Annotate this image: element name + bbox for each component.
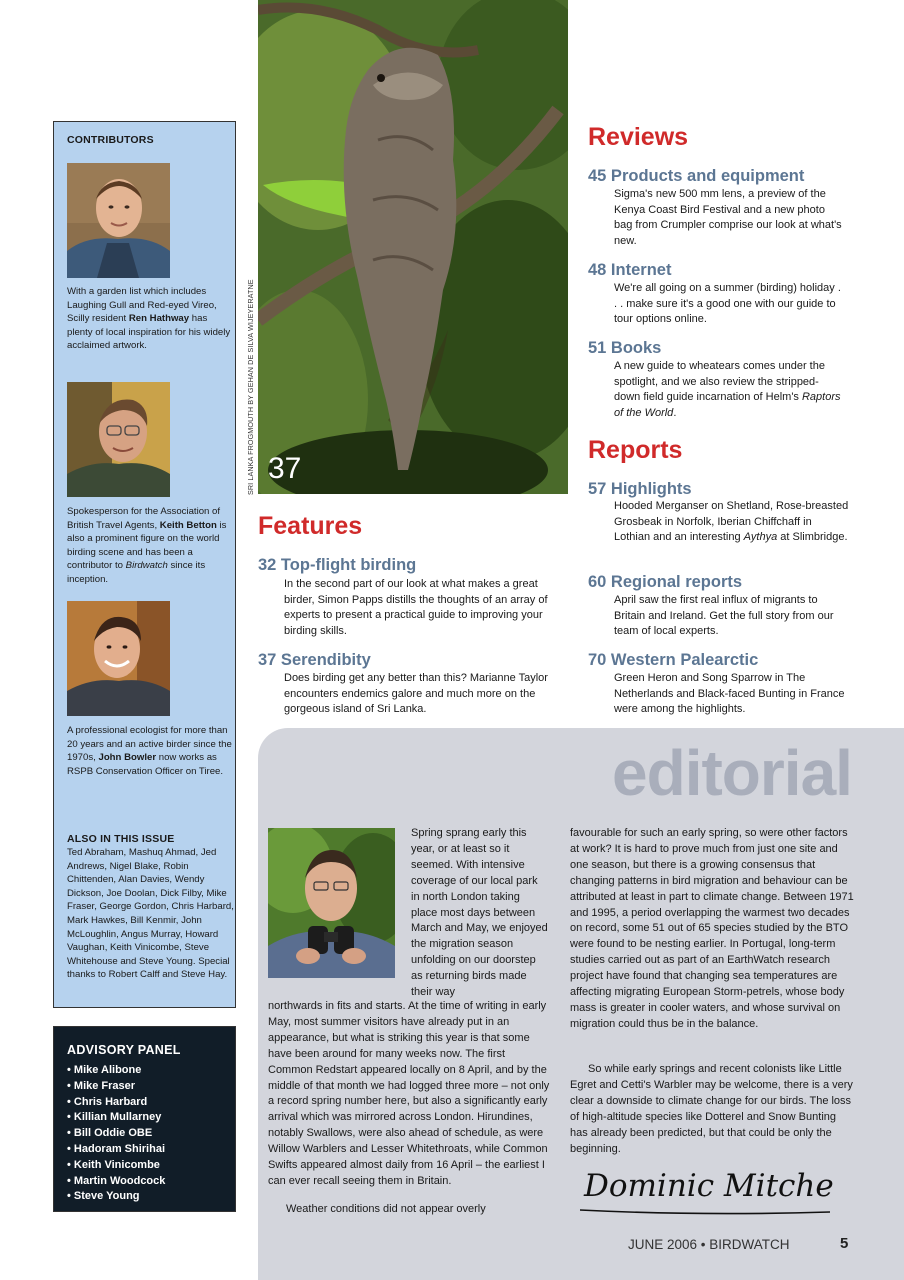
feature-text-serendibity: Does birding get any better than this? Marianne Taylor encounters endemics galore and much more on the gorgeous island of Sri Lanka. [284, 672, 548, 715]
editorial-title: editorial [612, 737, 852, 809]
reports-heading: Reports [588, 436, 683, 464]
editor-signature [580, 1158, 835, 1218]
contributors-panel [53, 121, 236, 1008]
photo-credit: SRI LANKA FROGMOUTH BY GEHAN DE SILVA WIJEYERATNE [246, 279, 255, 495]
report-title-highlights[interactable]: 57 Highlights [588, 480, 692, 498]
advisory-member: • Bill Oddie OBE [67, 1127, 153, 1140]
contributor-bio-keith-betton: Spokesperson for the Association of British Travel Agents, Keith Betton is also a prominent figure on the world birding scene and has been a contributor to Birdwatch since its inception. [67, 506, 227, 585]
report-title-regional[interactable]: 60 Regional reports [588, 573, 743, 591]
feature-text-top-flight-birding: In the second part of our look at what makes a great birder, Simon Papps distills the thoughts of an array of experts to present a practical guide to improving your birding skills. [284, 578, 548, 637]
advisory-member: • Hadoram Shirihai [67, 1142, 165, 1155]
advisory-member: • Martin Woodcock [67, 1174, 166, 1187]
contributor-bio-ren-hathway: With a garden list which includes Laughing Gull and Red-eyed Vireo, Scilly resident Ren Hathway has plenty of local inspiration for his widely acclaimed artwork. [67, 286, 231, 352]
advisory-member: • Mike Alibone [67, 1064, 142, 1076]
feature-title-top-flight-birding[interactable]: 32 Top-flight birding [258, 556, 417, 574]
contributor-bio-john-bowler: A professional ecologist for more than 20 years and an active birder since the 1970s, John Bowler now works as RSPB Conservation Officer on Tiree. [67, 725, 232, 777]
contributor-photo-john-bowler [67, 601, 170, 716]
editorial-col2-para2: So while early springs and recent colonists like Little Egret and Cetti's Warbler may be welcome, there is a very clear a downside to climate change for our birds. The loss of high-altitude species like Dotterel and Snow Bunting has already been predicted, but that could be only the beginning. [570, 1063, 853, 1155]
feature-title-serendibity[interactable]: 37 Serendibity [258, 651, 371, 669]
editor-photo [268, 828, 395, 978]
report-title-western-palearctic[interactable]: 70 Western Palearctic [588, 651, 759, 669]
editor-signature-text: Dominic Mitchell [584, 1168, 835, 1204]
report-text-western-palearctic: Green Heron and Song Sparrow in The Netherlands and Black-faced Bunting in France were among the highlights. [614, 672, 845, 715]
also-in-issue-text: Ted Abraham, Mashuq Ahmad, Jed Andrews, Nigel Blake, Robin Chittenden, Alan Davies, Wendy Dickson, Joe Doolan, Dick Filby, Mike Fraser, George Gordon, Chris Harbard, Mark Hawkes, Bill Kenmir, John McLoughlin, Angus Murray, Howard Vaughan, Keith Vinicombe, Steve Whitehouse and Steve Young. Special thanks to Robert Calff and Steve Hay. [67, 847, 234, 981]
advisory-member: • Mike Fraser [67, 1079, 136, 1092]
advisory-member: • Keith Vinicombe [67, 1158, 160, 1171]
advisory-panel [53, 1026, 236, 1212]
reviews-heading: Reviews [588, 123, 689, 151]
editorial-col1-text: northwards in fits and starts. At the time of writing in early May, most summer visitors have already put in an appearance, but what is striking this year is that some have been around for many weeks now. The first Common Redstart appeared locally on 8 April, and by the middle of that month we had logged three more – not only a record spring number here, but also a significantly early arrival which was mirrored across London. Hirundines, notably Swallows, were also ahead of schedule, as were Willow Warblers and Lesser Whitethroats, while Common Swifts appeared almost daily from 16 April – the earliest I can ever recall seeing them in Britain. [268, 1000, 550, 1187]
features-heading: Features [258, 512, 363, 540]
review-title-internet[interactable]: 48 Internet [588, 261, 672, 279]
contributor-photo-ren-hathway [67, 163, 170, 278]
editorial-col2-para1: favourable for such an early spring, so were other factors at work? It is hard to prove much from just one site and one season, but there is a growing consensus that changing patterns in bird migration and behaviour can be attributed at least in part to climate change. Between 1971 and 1995, a period overlapping the warmest two decades on record, some 51 out of 65 species studied by the BTO were found to be nesting earlier. In Portugal, long-term studies carried out as part of an EarthWatch research project have found that changing sea temperatures are affecting migrating European Storm-petrels, whose body mass is greater in cooler waters, and whose survival on migration could thus be in the balance. [570, 827, 854, 1030]
advisory-panel-list [67, 1063, 165, 1205]
page-number: 5 [840, 1235, 849, 1252]
also-in-issue-title: ALSO IN THIS ISSUE [67, 833, 175, 845]
editorial-col1-last-line: Weather conditions did not appear overly [286, 1203, 486, 1215]
advisory-member: • Steve Young [67, 1190, 140, 1203]
advisory-member: • Chris Harbard [67, 1095, 148, 1108]
editorial-col1-wrap-text: Spring sprang early this year, or at least so it seemed. With intensive coverage of our local park in north London taking place most days between March and May, we enjoyed the migration season unfolding on our doorstep as returning birds made their way [411, 827, 548, 999]
advisory-member: • Killian Mullarney [67, 1111, 162, 1124]
review-title-products[interactable]: 45 Products and equipment [588, 167, 805, 185]
footer-issue: JUNE 2006 • BIRDWATCH [628, 1237, 790, 1252]
review-text-products: Sigma's new 500 mm lens, a preview of the Kenya Coast Bird Festival and a new photo bag from Crumpler comprise our look at what's new. [614, 188, 842, 247]
frogmouth-photo[interactable] [258, 0, 568, 494]
photo-page-ref: 37 [268, 452, 302, 485]
report-text-regional: April saw the first real influx of migrants to Britain and Ireland. Get the full story from our team of local experts. [614, 594, 834, 637]
review-title-books[interactable]: 51 Books [588, 339, 662, 357]
review-text-internet: We're all going on a summer (birding) holiday . . . make sure it's a good one with our guide to tour options online. [614, 282, 841, 325]
review-text-books: A new guide to wheatears comes under the spotlight, and we also review the stripped-down field guide incarnation of Helm's Raptors of the World. [614, 360, 841, 419]
report-text-highlights: Hooded Merganser on Shetland, Rose-breasted Grosbeak in Norfolk, Iberian Chiffchaff in Lothian and an interesting Aythya at Slimbridge. [614, 500, 849, 543]
contributors-title: CONTRIBUTORS [67, 134, 154, 146]
contributor-photo-keith-betton [67, 382, 170, 497]
advisory-panel-title: ADVISORY PANEL [67, 1043, 181, 1057]
